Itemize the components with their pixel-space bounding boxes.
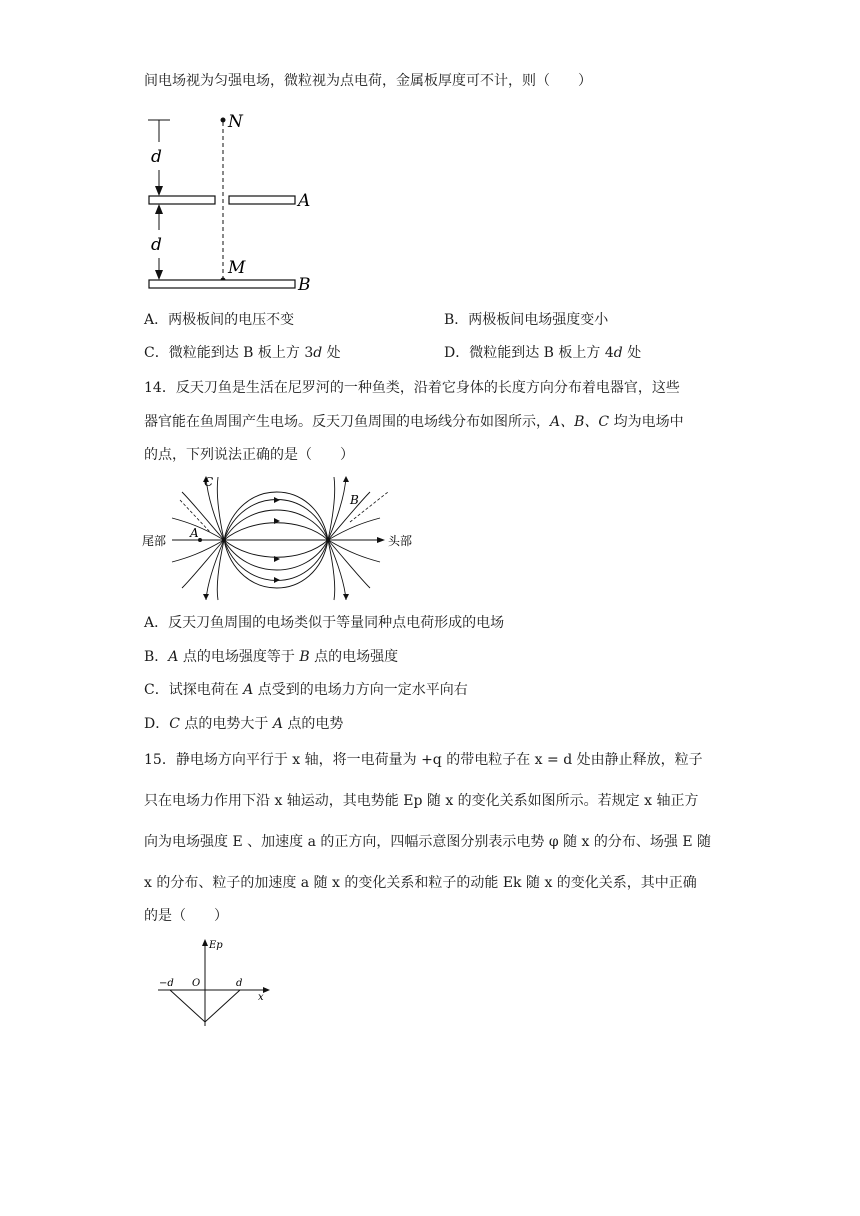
q14-option-a[interactable]: A．反天刀鱼周围的电场类似于等量同种点电荷形成的电场 bbox=[144, 615, 505, 631]
label-pos-d: d bbox=[236, 978, 243, 989]
label-ep: Ep bbox=[209, 940, 223, 951]
label-point-A: A bbox=[190, 526, 199, 540]
label-M: M bbox=[228, 258, 246, 278]
q13-options-row2 bbox=[144, 343, 704, 363]
q15-stem-line1: 15．静电场方向平行于 x 轴，将一电荷量为 +q 的带电粒子在 x = d 处由静止释放，粒子 bbox=[144, 752, 703, 768]
label-point-C: C bbox=[204, 475, 214, 489]
label-d-top: d bbox=[151, 147, 162, 167]
q13-option-a[interactable]: A．两极板间的电压不变 bbox=[144, 312, 295, 328]
label-origin: O bbox=[192, 978, 201, 989]
q14-stem-line2: 器官能在鱼周围产生电场。反天刀鱼周围的电场线分布如图所示，A、B、C 均为电场中 bbox=[144, 414, 684, 430]
q14-stem-line1: 14．反天刀鱼是生活在尼罗河的一种鱼类，沿着它身体的长度方向分布着电器官，这些 bbox=[144, 380, 680, 396]
label-neg-d: −d bbox=[159, 978, 174, 989]
label-N: N bbox=[228, 112, 243, 132]
q14-option-d[interactable]: D．C 点的电势大于 A 点的电势 bbox=[144, 716, 344, 732]
label-point-B: B bbox=[350, 493, 359, 507]
q13-text-tail: 间电场视为匀强电场，微粒视为点电荷，金属板厚度可不计，则（ ） bbox=[144, 73, 592, 89]
q13-options-row1 bbox=[144, 310, 704, 330]
q14-stem-line3: 的点，下列说法正确的是（ ） bbox=[144, 447, 354, 463]
q14-option-c[interactable]: C．试探电荷在 A 点受到的电场力方向一定水平向右 bbox=[144, 682, 468, 698]
label-B: B bbox=[298, 275, 311, 295]
q15-stem-line3: 向为电场强度 E 、加速度 a 的正方向，四幅示意图分别表示电势 φ 随 x 的分布、场强 E 随 bbox=[144, 834, 711, 850]
q15-stem-line4: x 的分布、粒子的加速度 a 随 x 的变化关系和粒子的动能 Ek 随 x 的变化关系，其中正确 bbox=[144, 875, 697, 891]
q13-option-b[interactable]: B．两极板间电场强度变小 bbox=[444, 312, 609, 328]
label-A: A bbox=[298, 191, 311, 211]
q14-field-lines-figure bbox=[142, 472, 422, 602]
q13-plates-figure bbox=[140, 110, 330, 295]
q13-option-c[interactable]: C．微粒能到达 B 板上方 3d 处 bbox=[144, 345, 341, 361]
q15-stem-line5: 的是（ ） bbox=[144, 908, 228, 924]
label-head: 头部 bbox=[388, 534, 413, 548]
label-d-bottom: d bbox=[151, 235, 162, 255]
label-tail: 尾部 bbox=[142, 534, 167, 548]
label-x: x bbox=[258, 992, 264, 1003]
q13-option-d[interactable]: D．微粒能到达 B 板上方 4d 处 bbox=[444, 345, 642, 361]
q14-option-b[interactable]: B．A 点的电场强度等于 B 点的电场强度 bbox=[144, 649, 399, 665]
q15-stem-line2: 只在电场力作用下沿 x 轴运动，其电势能 Ep 随 x 的变化关系如图所示。若规定 x 轴正方 bbox=[144, 793, 699, 809]
q15-ep-graph bbox=[150, 936, 280, 1031]
